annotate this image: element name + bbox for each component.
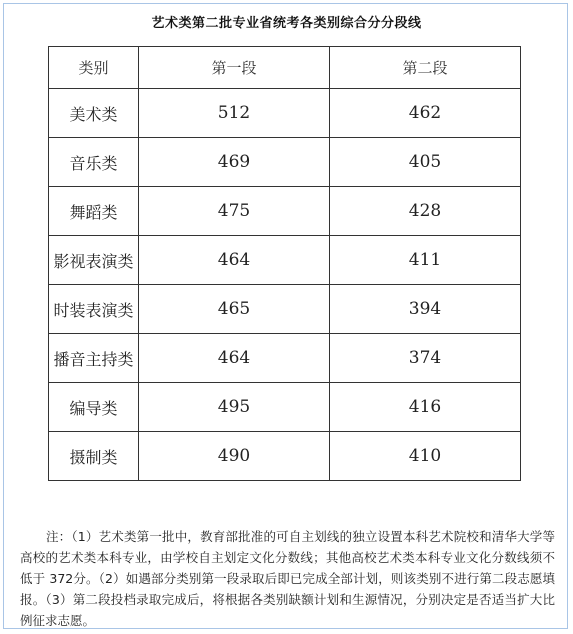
first-segment-cell: 464 xyxy=(139,236,330,285)
second-segment-cell: 428 xyxy=(330,187,521,236)
category-cell: 影视表演类 xyxy=(49,236,139,285)
table-row xyxy=(49,236,521,285)
header-second-segment: 第二段 xyxy=(330,47,521,89)
first-segment-cell: 464 xyxy=(139,334,330,383)
table-title: 艺术类第二批专业省统考各类别综合分分段线 xyxy=(151,16,422,31)
second-segment-cell: 394 xyxy=(330,285,521,334)
table-row xyxy=(49,383,521,432)
first-segment-cell: 465 xyxy=(139,285,330,334)
second-segment-cell: 405 xyxy=(330,138,521,187)
first-segment-cell: 469 xyxy=(139,138,330,187)
second-segment-cell: 411 xyxy=(330,236,521,285)
footnote: 注：（1）艺术类第一批中，教育部批准的可自主划线的独立设置本科艺术院校和清华大学等高校的艺术类本科专业，由学校自主划定文化分数线；其他高校艺术类本科专业文化分数线须不低于 372分。（2）如遇部分类别第一段录取后即已完成全部计划，则该类别不进行第二段志愿填报。（3）第二段投档录取完成后，将根据各类别缺额计划和生源情况，分别决定是否适当扩大比例征求志愿。 xyxy=(20,528,555,628)
category-cell: 播音主持类 xyxy=(49,334,139,383)
table-row xyxy=(49,89,521,138)
first-segment-cell: 490 xyxy=(139,432,330,481)
header-category: 类别 xyxy=(49,47,139,89)
table-row xyxy=(49,187,521,236)
category-cell: 舞蹈类 xyxy=(49,187,139,236)
category-cell: 美术类 xyxy=(49,89,139,138)
second-segment-cell: 374 xyxy=(330,334,521,383)
table-row xyxy=(49,285,521,334)
table-row xyxy=(49,334,521,383)
second-segment-cell: 416 xyxy=(330,383,521,432)
category-cell: 时装表演类 xyxy=(49,285,139,334)
first-segment-cell: 475 xyxy=(139,187,330,236)
category-cell: 摄制类 xyxy=(49,432,139,481)
table-row xyxy=(49,432,521,481)
first-segment-cell: 512 xyxy=(139,89,330,138)
table-header-row xyxy=(49,47,521,89)
score-table xyxy=(48,46,521,481)
second-segment-cell: 462 xyxy=(330,89,521,138)
table-row xyxy=(49,138,521,187)
category-cell: 音乐类 xyxy=(49,138,139,187)
second-segment-cell: 410 xyxy=(330,432,521,481)
category-cell: 编导类 xyxy=(49,383,139,432)
header-first-segment: 第一段 xyxy=(139,47,330,89)
first-segment-cell: 495 xyxy=(139,383,330,432)
